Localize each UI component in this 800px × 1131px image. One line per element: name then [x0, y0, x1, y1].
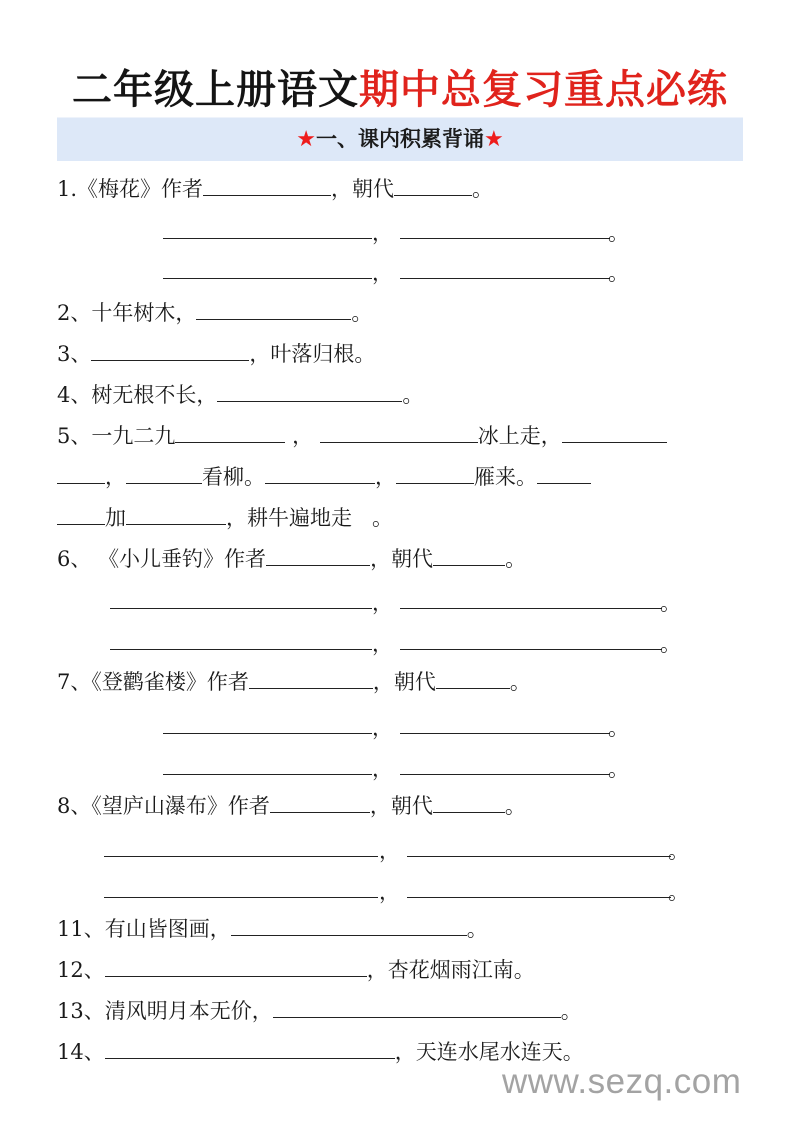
answer-blank[interactable]: [396, 461, 474, 484]
question-text: 《小儿垂钓》作者: [98, 547, 267, 571]
answer-blank[interactable]: [110, 649, 372, 650]
question-11: [57, 913, 488, 944]
author-blank[interactable]: [270, 790, 370, 813]
title-black-part: 二年级上册语文: [72, 67, 359, 113]
answer-blank[interactable]: [407, 856, 671, 857]
period: 。: [668, 839, 689, 863]
question-4: [57, 379, 423, 410]
question-5-line-3: [57, 502, 393, 533]
separator: ，: [372, 670, 394, 694]
answer-blank[interactable]: [196, 297, 351, 320]
dynasty-label: 朝代: [391, 547, 434, 571]
question-number: 7、: [57, 670, 92, 694]
comma: ，: [372, 261, 393, 285]
answer-blank[interactable]: [562, 420, 667, 443]
question-number: 8、: [57, 794, 92, 818]
question-number: 1.: [57, 177, 78, 201]
answer-blank[interactable]: [104, 897, 378, 898]
comma: ，: [372, 716, 393, 740]
question-text: ，杏花烟雨江南。: [366, 958, 535, 982]
question-text: 有山皆图画，: [104, 917, 231, 941]
author-blank[interactable]: [266, 543, 370, 566]
question-2: [57, 297, 372, 328]
question-text: 《望庐山瀑布》作者: [91, 794, 270, 818]
question-number: 11、: [57, 917, 105, 941]
question-number: 14、: [57, 1040, 105, 1064]
author-blank[interactable]: [203, 173, 331, 196]
answer-blank[interactable]: [57, 461, 105, 484]
period: 。: [660, 632, 681, 656]
period: 。: [560, 999, 582, 1023]
answer-blank[interactable]: [104, 856, 378, 857]
answer-blank[interactable]: [400, 733, 610, 734]
star-icon: ★: [484, 127, 504, 152]
answer-blank[interactable]: [110, 608, 372, 609]
answer-blank[interactable]: [231, 913, 467, 936]
period: 。: [608, 261, 629, 285]
verse-text: ，耕牛遍地走: [226, 506, 352, 530]
dynasty-label: 朝代: [352, 177, 395, 201]
answer-blank[interactable]: [273, 995, 561, 1018]
answer-blank[interactable]: [126, 502, 226, 525]
comma: ，: [372, 632, 393, 656]
answer-blank[interactable]: [217, 379, 402, 402]
question-13: [57, 995, 582, 1026]
dynasty-label: 朝代: [390, 794, 433, 818]
answer-blank[interactable]: [126, 461, 202, 484]
period: 。: [668, 880, 689, 904]
period: 。: [509, 670, 531, 694]
question-7: [57, 666, 531, 697]
question-text: 《梅花》作者: [77, 177, 204, 201]
question-text: ，叶落归根。: [249, 342, 376, 366]
period: 。: [402, 383, 424, 407]
answer-blank[interactable]: [265, 461, 375, 484]
answer-blank[interactable]: [91, 338, 249, 361]
period: 。: [608, 757, 629, 781]
star-icon: ★: [296, 127, 316, 152]
answer-blank[interactable]: [400, 278, 610, 279]
section-label: 一、课内积累背诵: [316, 127, 484, 151]
period: 。: [505, 547, 527, 571]
dynasty-label: 朝代: [393, 670, 436, 694]
comma: ，: [379, 880, 400, 904]
period: 。: [608, 716, 629, 740]
question-5-line-2: [57, 461, 591, 492]
period: 。: [372, 506, 394, 530]
watermark: www.sezq.com: [502, 1062, 742, 1101]
period: 。: [608, 221, 629, 245]
answer-blank[interactable]: [175, 420, 285, 443]
question-text: 《登鹳雀楼》作者: [91, 670, 249, 694]
dynasty-blank[interactable]: [436, 666, 510, 689]
answer-blank[interactable]: [400, 608, 662, 609]
question-8: [57, 790, 526, 821]
verse-text: 看柳。: [202, 465, 265, 489]
section-header-band: [57, 117, 743, 161]
answer-blank[interactable]: [163, 733, 372, 734]
separator: ，: [370, 547, 392, 571]
question-number: 5、: [57, 424, 92, 448]
separator: ，: [369, 794, 391, 818]
verse-text: 一九二九: [91, 424, 176, 448]
author-blank[interactable]: [249, 666, 373, 689]
period: 。: [660, 591, 681, 615]
dynasty-blank[interactable]: [394, 173, 472, 196]
answer-blank[interactable]: [163, 238, 372, 239]
question-number: 13、: [57, 999, 105, 1023]
question-12: [57, 954, 535, 985]
period: 。: [472, 177, 494, 201]
answer-blank[interactable]: [400, 649, 662, 650]
answer-blank[interactable]: [400, 238, 610, 239]
separator: ，: [331, 177, 353, 201]
question-5-line-1: [57, 420, 667, 451]
period: 。: [504, 794, 526, 818]
question-text: 十年树木，: [91, 301, 197, 325]
question-text: 树无根不长，: [91, 383, 218, 407]
comma: ，: [372, 221, 393, 245]
answer-blank[interactable]: [163, 774, 372, 775]
answer-blank[interactable]: [163, 278, 372, 279]
answer-blank[interactable]: [407, 897, 671, 898]
verse-text: 加: [105, 506, 126, 530]
question-number: 2、: [57, 301, 92, 325]
question-3: [57, 338, 375, 369]
answer-blank[interactable]: [105, 1036, 395, 1059]
period: 。: [351, 301, 373, 325]
answer-blank[interactable]: [320, 420, 478, 443]
comma: ，: [375, 465, 396, 489]
comma: ，: [105, 465, 126, 489]
question-6: [57, 543, 526, 574]
period: 。: [466, 917, 488, 941]
verse-text: 冰上走，: [477, 424, 562, 448]
comma: ，: [372, 591, 393, 615]
question-text: 清风明月本无价，: [104, 999, 273, 1023]
question-number: 4、: [57, 383, 92, 407]
title-red-part: 期中总复习重点必练: [359, 67, 728, 113]
question-number: 3、: [57, 342, 92, 366]
comma: ，: [379, 839, 400, 863]
question-number: 6、: [57, 547, 92, 571]
answer-blank[interactable]: [537, 461, 591, 484]
page-title: [0, 62, 800, 118]
question-1: [57, 173, 493, 204]
verse-text: 雁来。: [474, 465, 537, 489]
dynasty-blank[interactable]: [433, 790, 505, 813]
question-text: ，天连水尾水连天。: [394, 1040, 584, 1064]
dynasty-blank[interactable]: [433, 543, 505, 566]
question-number: 12、: [57, 958, 105, 982]
answer-blank[interactable]: [57, 502, 105, 525]
section-header: [57, 117, 743, 161]
comma: ，: [292, 424, 314, 448]
answer-blank[interactable]: [400, 774, 610, 775]
answer-blank[interactable]: [105, 954, 367, 977]
comma: ，: [372, 757, 393, 781]
